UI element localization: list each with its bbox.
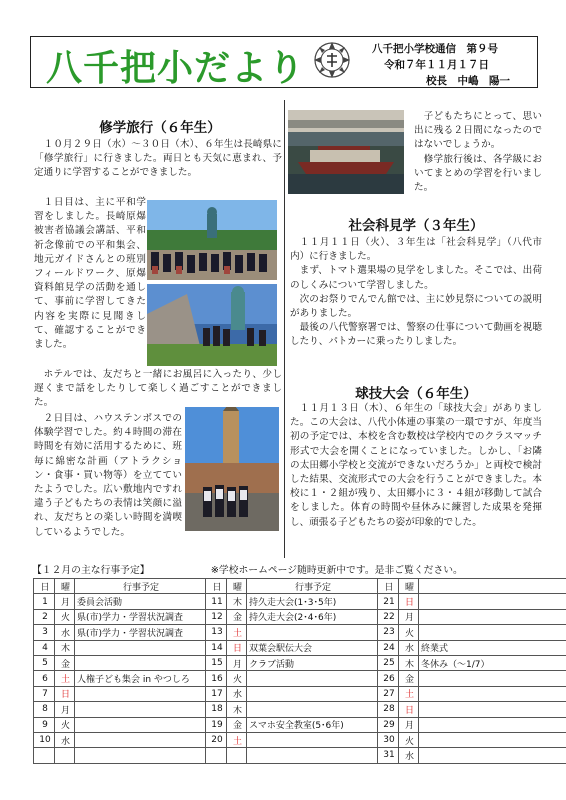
calendar-day: 23 [378,625,399,640]
calendar-event [75,640,206,655]
school-emblem-icon [312,40,352,80]
calendar-day: 19 [206,717,227,732]
calendar-day: 31 [378,748,399,763]
calendar-weekday: 金 [55,655,75,670]
calendar-day: 5 [34,655,55,670]
trip-paragraph: 修学旅行後は、各学級においてまとめの学習を行いました。 [414,153,542,194]
trip-day2 [34,412,182,540]
social-heading: 社会科見学（３年生） [348,218,484,234]
calendar-day: 25 [378,655,399,670]
trip-paragraph: ホテルでは、友だちと一緒にお風呂に入ったり、少し遅くまで話をしたりして楽しく過ごすことができました。 [34,369,282,409]
calendar-weekday: 月 [399,609,419,624]
calendar-event [419,717,566,732]
calendar-weekday: 土 [399,686,419,701]
calendar-event: 双葉会駅伝大会 [247,640,378,655]
calendar-day: 6 [34,671,55,686]
calendar-day: 22 [378,609,399,624]
social-paragraph: １１月１１日（火）、３年生は「社会科見学」（八代市内）に行きました。 [290,237,542,263]
calendar-day: 20 [206,732,227,747]
column-divider [284,100,285,558]
calendar-head-row [34,579,566,594]
col-day-head: 日 [378,579,399,594]
col-week-head: 曜 [55,579,75,594]
ball-heading: 球技大会（６年生） [355,386,477,402]
col-day-head: 日 [34,579,55,594]
ball-body [290,402,542,530]
calendar-row [34,625,566,640]
col-day-head: 日 [206,579,227,594]
calendar-day: 2 [34,609,55,624]
calendar-event: 人権子ども集会 in やつしろ [75,671,206,686]
trip-day1 [34,196,146,352]
calendar-weekday: 月 [227,655,247,670]
trip-paragraph: １０月２９日（水）～３０日（木）、６年生は長崎県に「修学旅行」に行きました。両日とも天気に恵まれ、予定通りに学習することができました。 [34,139,282,179]
calendar-weekday: 土 [227,625,247,640]
calendar-event [75,717,206,732]
calendar-weekday: 木 [227,702,247,717]
calendar-weekday: 月 [55,594,75,609]
calendar-weekday: 月 [55,702,75,717]
calendar-row [34,686,566,701]
calendar-row [34,594,566,609]
calendar-weekday: 水 [55,625,75,640]
event-calendar [33,578,566,764]
col-week-head: 曜 [399,579,419,594]
calendar-day: 24 [378,640,399,655]
calendar-event [419,625,566,640]
calendar-header [32,562,542,576]
calendar-event: 持久走大会(2･4･6年) [247,609,378,624]
social-paragraph: 最後の八代警察署では、警察の仕事について動画を視聴したり、パトカーに乗ったりしました。 [290,322,542,348]
calendar-event [419,732,566,747]
calendar-weekday: 火 [55,609,75,624]
calendar-event [419,671,566,686]
calendar-row [34,702,566,717]
calendar-event [247,702,378,717]
calendar-day: 26 [378,671,399,686]
col-event-head [419,579,566,594]
calendar-weekday: 土 [55,671,75,686]
calendar-weekday: 水 [55,732,75,747]
calendar-day: 28 [378,702,399,717]
calendar-event [75,748,206,763]
trip-closing [414,110,542,195]
calendar-row [34,655,566,670]
calendar-day: 11 [206,594,227,609]
peace-statue-photo [147,200,277,280]
calendar-weekday: 金 [227,717,247,732]
calendar-event [247,671,378,686]
ship-photo [288,110,404,194]
calendar-weekday: 水 [399,748,419,763]
calendar-day: 16 [206,671,227,686]
calendar-row [34,748,566,763]
calendar-event: 持久走大会(1･3･5年) [247,594,378,609]
calendar-weekday: 火 [399,625,419,640]
calendar-event [247,686,378,701]
calendar-row [34,732,566,747]
calendar-weekday [227,748,247,763]
trip-paragraph: １日目は、主に平和学習をしました。長崎原爆被害者協議会講話、平和祈念像前での平和集会、地元ガイドさんとの班別フィールドワーク、原爆資料館見学の活動を通して、事前に学習してきた内容を実際に見聞きして、確認することができました。 [34,197,146,351]
calendar-event: 県(市)学力・学習状況調査 [75,625,206,640]
calendar-event [419,686,566,701]
calendar-event [419,702,566,717]
social-paragraph: まず、トマト選果場の見学をしました。そこでは、出荷のしくみについて学習しました。 [290,265,542,291]
calendar-weekday: 日 [399,702,419,717]
calendar-day: 9 [34,717,55,732]
calendar-title: 【１２月の主な行事予定】 [32,565,150,576]
calendar-event: 冬休み（～1/7） [419,655,566,670]
calendar-event [419,609,566,624]
calendar-day: 17 [206,686,227,701]
calendar-event: スマホ安全教室(5･6年) [247,717,378,732]
calendar-day: 7 [34,686,55,701]
calendar-weekday: 木 [399,655,419,670]
calendar-day: 30 [378,732,399,747]
calendar-event [75,732,206,747]
calendar-event [419,748,566,763]
calendar-weekday: 日 [399,594,419,609]
calendar-weekday: 火 [227,671,247,686]
calendar-day: 1 [34,594,55,609]
calendar-weekday: 木 [227,594,247,609]
trip-hotel [34,368,282,411]
calendar-event: 県(市)学力・学習状況調査 [75,609,206,624]
calendar-weekday: 土 [227,732,247,747]
calendar-event [247,625,378,640]
calendar-weekday: 火 [399,732,419,747]
trip-paragraph: 子どもたちにとって、思い出に残る２日間になったのではないでしょうか。 [414,111,542,151]
calendar-weekday: 金 [227,609,247,624]
col-event-head: 行事予定 [75,579,206,594]
calendar-event [247,732,378,747]
calendar-row [34,640,566,655]
calendar-row [34,717,566,732]
calendar-day: 15 [206,655,227,670]
col-event-head: 行事予定 [247,579,378,594]
calendar-weekday: 日 [227,640,247,655]
ball-paragraph: １１月１３日（木）、６年生の「球技大会」がありました。この大会は、八代小体連の事業の一環ですが、年度当初の予定では、本校を含む数校は学校内でのクラスマッチ形式で大会を開くことになっていました。しかし、「お隣の太田郷小学校と交流ができないだろうか」と両校で検討した結果、交流形式での大会を行うことができました。本校に１・２組が残り、太田郷小に３・４組が移動して試合をしました。体育の時間や昼休みに練習した成果を発揮し、頑張る子どもたちの姿が印象的でした。 [290,403,542,528]
newsletter-number: 八千把小学校通信 第９号 [372,43,498,55]
col-week-head: 曜 [227,579,247,594]
calendar-event [75,702,206,717]
calendar-day: 27 [378,686,399,701]
calendar-weekday: 月 [399,717,419,732]
trip-heading: 修学旅行（６年生） [99,120,221,136]
calendar-event [247,748,378,763]
calendar-day: 21 [378,594,399,609]
newsletter-title: 八千把小だより [46,48,306,89]
calendar-weekday: 水 [399,640,419,655]
calendar-event [419,594,566,609]
trip-intro [34,138,282,181]
calendar-event [75,655,206,670]
social-body [290,236,542,350]
huis-ten-bosch-photo [185,407,279,531]
calendar-weekday: 水 [227,686,247,701]
calendar-row [34,671,566,686]
issue-date: 令和７年１１月１７日 [384,59,489,71]
calendar-day [206,748,227,763]
social-paragraph: 次のお祭りでんでん館では、主に妙見祭についての説明がありました。 [290,293,542,320]
calendar-day: 8 [34,702,55,717]
calendar-note: ※学校ホームページ随時更新中です。是非ご覧ください。 [210,565,463,576]
calendar-day: 10 [34,732,55,747]
calendar-weekday: 火 [55,717,75,732]
calendar-row [34,609,566,624]
calendar-day [34,748,55,763]
calendar-day: 18 [206,702,227,717]
calendar-day: 12 [206,609,227,624]
calendar-day: 13 [206,625,227,640]
calendar-event: クラブ活動 [247,655,378,670]
calendar-event: 委員会活動 [75,594,206,609]
trip-paragraph: ２日目は、ハウステンボスでの体験学習でした。約４時間の滞在時間を有効に活用するために、班毎に綿密な計画（アトラクション・食事・買い物等）を立てていたようでした。広い敷地内ですれ違う子どもたちの表情は笑顔に溢れ、友だちとの楽しい時間を満喫しているようでした。 [34,413,182,538]
calendar-day: 4 [34,640,55,655]
peace-park-photo [147,284,277,366]
principal-name: 校長 中嶋 陽一 [426,75,510,87]
calendar-weekday: 日 [55,686,75,701]
calendar-day: 29 [378,717,399,732]
calendar-weekday: 金 [399,671,419,686]
calendar-event: 終業式 [419,640,566,655]
calendar-weekday: 木 [55,640,75,655]
calendar-day: 3 [34,625,55,640]
issue-info [372,41,534,89]
calendar-weekday [55,748,75,763]
calendar-day: 14 [206,640,227,655]
calendar-event [75,686,206,701]
